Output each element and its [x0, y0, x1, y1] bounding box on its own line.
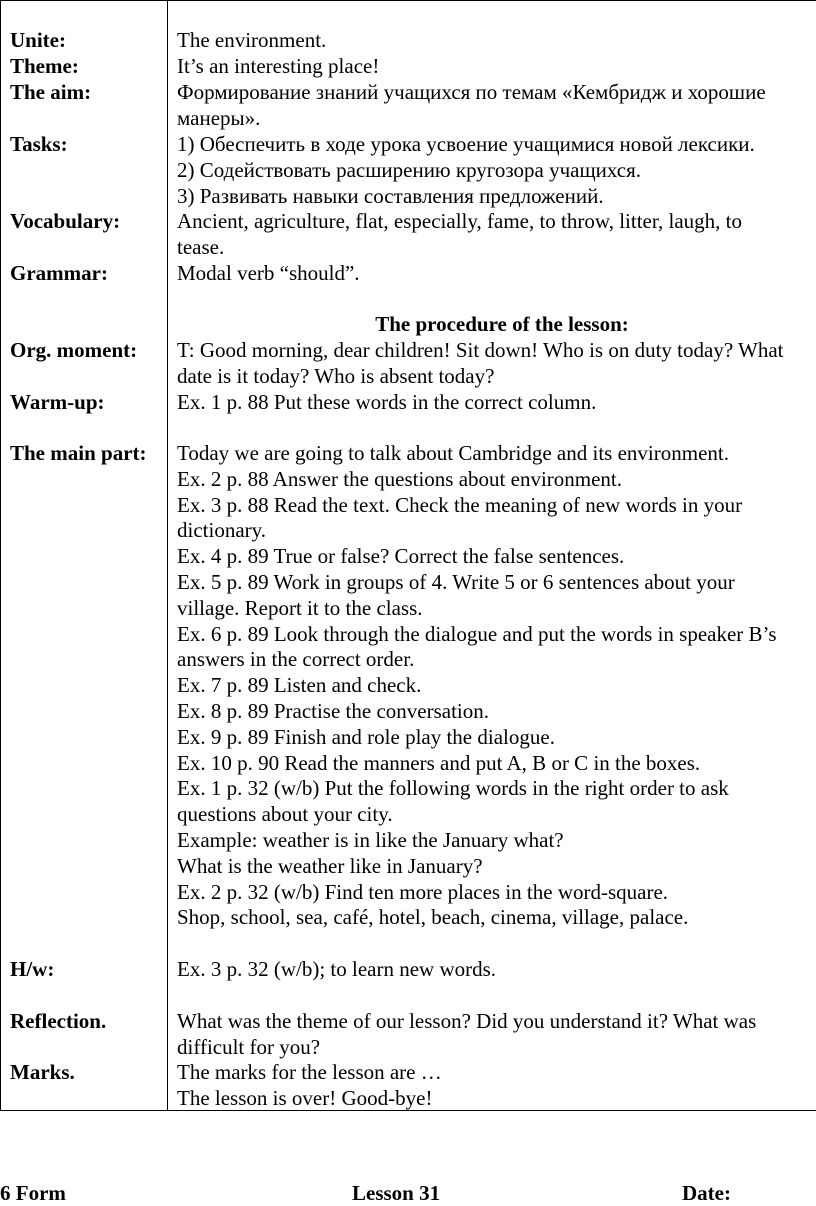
label-aim: The aim: — [10, 80, 92, 104]
main-part-line: What is the weather like in January? — [177, 853, 483, 878]
label-reflection: Reflection. — [10, 1009, 107, 1033]
main-part-line: Example: weather is in like the January what? — [177, 827, 564, 852]
label-unite: Unite: — [10, 28, 66, 52]
main-part-line: Ex. 8 p. 89 Practise the conversation. — [177, 698, 490, 723]
vocabulary-line: tease. — [177, 234, 225, 259]
column-divider — [167, 0, 168, 1110]
main-part-line: Ex. 10 p. 90 Read the manners and put A, B or C in the boxes. — [177, 750, 701, 775]
org-moment-line: date is it today? Who is absent today? — [177, 363, 495, 388]
main-part-line: questions about your city. — [177, 802, 393, 827]
main-part-line: Ex. 2 p. 88 Answer the questions about environment. — [177, 466, 623, 491]
value-vocabulary — [177, 209, 816, 261]
task-item: 3) Развивать навыки составления предложений. — [177, 183, 604, 208]
reflection-line: What was the theme of our lesson? Did you understand it? What was — [177, 1009, 757, 1033]
main-part-line: Ex. 9 p. 89 Finish and role play the dialogue. — [177, 724, 555, 749]
main-part-line: village. Report it to the class. — [177, 595, 423, 620]
value-theme: It’s an interesting place! — [177, 54, 380, 78]
value-warm-up: Ex. 1 p. 88 Put these words in the correct column. — [177, 390, 597, 414]
value-main-part — [177, 441, 816, 931]
aim-line: Формирование знаний учащихся по темам «Кембридж и хорошие — [177, 80, 766, 104]
main-part-line: Ex. 2 p. 32 (w/b) Find ten more places in the word-square. — [177, 879, 669, 904]
footer-date: Date: — [682, 1181, 731, 1205]
label-warm-up: Warm-up: — [10, 390, 105, 414]
footer-form: 6 Form — [0, 1181, 66, 1205]
label-main-part: The main part: — [10, 441, 147, 465]
org-moment-line: T: Good morning, dear children! Sit down! Who is on duty today? What — [177, 338, 784, 362]
table-top-border — [0, 0, 816, 1]
main-part-line: Ex. 3 p. 88 Read the text. Check the meaning of new words in your — [177, 492, 743, 517]
value-org-moment — [177, 338, 816, 390]
label-org-moment: Org. moment: — [10, 338, 138, 362]
main-part-line: Ex. 6 p. 89 Look through the dialogue and put the words in speaker B’s — [177, 621, 777, 646]
label-vocabulary: Vocabulary: — [10, 209, 121, 233]
main-part-line: Ex. 4 p. 89 True or false? Correct the false sentences. — [177, 544, 625, 569]
marks-line: The lesson is over! Good-bye! — [177, 1085, 433, 1110]
label-homework: H/w: — [10, 957, 55, 981]
value-tasks — [177, 132, 816, 209]
procedure-heading: The procedure of the lesson: — [375, 312, 629, 336]
task-item: 1) Обеспечить в ходе урока усвоение учащимися новой лексики. — [177, 132, 755, 156]
main-part-line: Today we are going to talk about Cambridge and its environment. — [177, 441, 729, 465]
reflection-line: difficult for you? — [177, 1034, 321, 1059]
main-part-line: Ex. 5 p. 89 Work in groups of 4. Write 5 or 6 sentences about your — [177, 569, 735, 594]
value-grammar: Modal verb “should”. — [177, 261, 360, 285]
main-part-line: Ex. 1 p. 32 (w/b) Put the following words in the right order to ask — [177, 776, 729, 801]
value-marks — [177, 1060, 816, 1112]
label-marks: Marks. — [10, 1060, 75, 1084]
value-unite: The environment. — [177, 28, 327, 52]
footer-lesson: Lesson 31 — [352, 1181, 441, 1205]
label-theme: Theme: — [10, 54, 79, 78]
aim-line: манеры». — [177, 105, 261, 130]
marks-line: The marks for the lesson are … — [177, 1060, 442, 1084]
label-tasks: Tasks: — [10, 132, 68, 156]
task-item: 2) Содействовать расширению кругозора учащихся. — [177, 157, 642, 182]
main-part-line: dictionary. — [177, 518, 267, 543]
main-part-line: Ex. 7 p. 89 Listen and check. — [177, 673, 422, 698]
value-reflection — [177, 1009, 816, 1061]
main-part-line: Shop, school, sea, café, hotel, beach, cinema, village, palace. — [177, 905, 689, 930]
main-part-line: answers in the correct order. — [177, 647, 415, 672]
label-grammar: Grammar: — [10, 261, 108, 285]
value-aim — [177, 80, 816, 132]
vocabulary-line: Ancient, agriculture, flat, especially, fame, to throw, litter, laugh, to — [177, 209, 742, 233]
value-homework: Ex. 3 p. 32 (w/b); to learn new words. — [177, 957, 497, 981]
